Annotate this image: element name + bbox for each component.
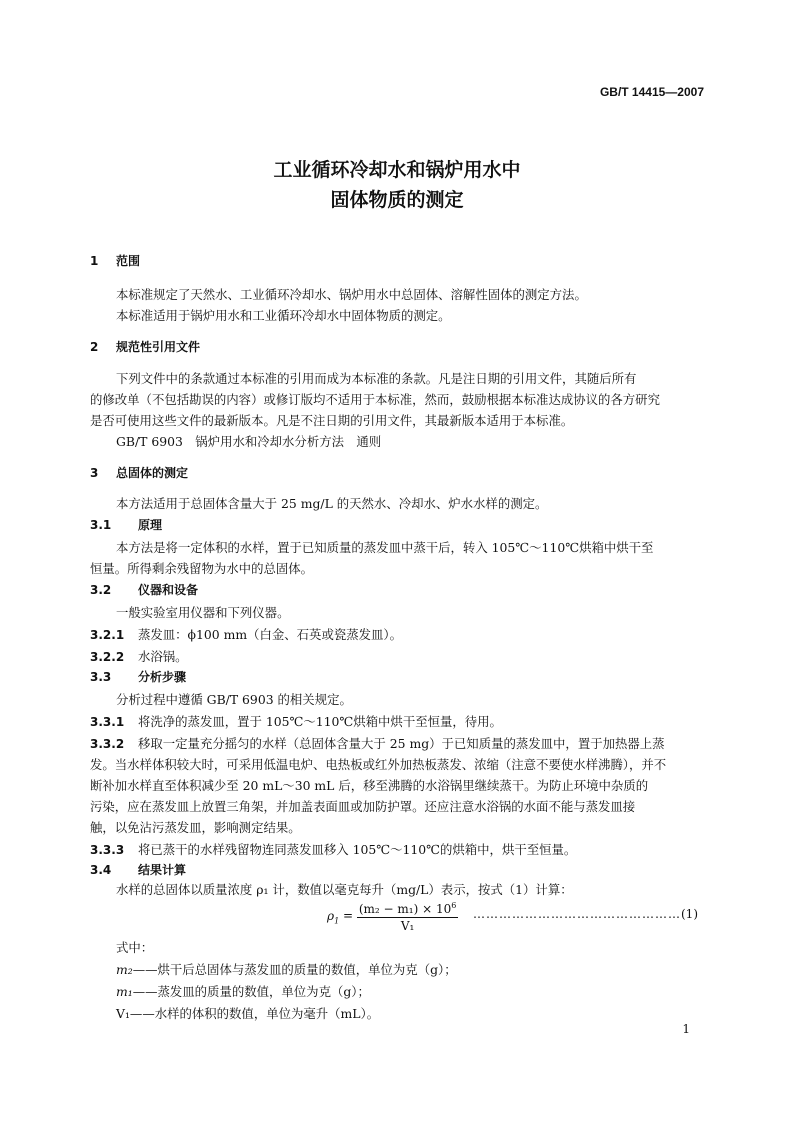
variable-symbol: V₁ <box>116 1006 130 1021</box>
paragraph: 本方法适用于总固体含量大于 25 mg/L 的天然水、冷却水、炉水水样的测定。 <box>116 496 548 511</box>
paragraph: 水样的总固体以质量浓度 ρ₁ 计，数值以毫克每升（mg/L）表示，按式（1）计算： <box>116 882 573 897</box>
clause-text: 蒸发皿：ϕ100 mm（白金、石英或瓷蒸发皿）。 <box>138 627 402 642</box>
formula-lhs-symbol: ρ <box>327 908 335 923</box>
clause-text: 水浴锅。 <box>138 649 188 664</box>
clause-text: 将已蒸干的水样残留物连同蒸发皿移入 105℃～110℃的烘箱中，烘干至恒量。 <box>138 842 577 857</box>
section-title: 分析步骤 <box>138 670 187 684</box>
document-title-line2: 固体物质的测定 <box>330 189 464 211</box>
clause-3-2-1 <box>90 625 402 643</box>
page-number: 1 <box>682 1022 690 1036</box>
normative-reference: GB/T 6903 锅炉用水和冷却水分析方法 通则 <box>116 434 382 449</box>
paragraph-line: 触，以免沾污蒸发皿，影响测定结果。 <box>90 820 301 835</box>
clause-3-2-2 <box>90 647 188 665</box>
clause-3-3-1 <box>90 712 502 730</box>
section-2-heading <box>90 338 200 355</box>
formula-lhs-subscript: 1 <box>334 915 340 925</box>
paragraph: 本标准适用于锅炉用水和工业循环冷却水中固体物质的测定。 <box>116 308 451 323</box>
section-title: 范围 <box>116 254 141 268</box>
formula-fraction <box>357 898 458 934</box>
section-number: 1 <box>90 254 99 268</box>
paragraph-line: 下列文件中的条款通过本标准的引用而成为本标准的条款。凡是注日期的引用文件，其随后所有 <box>116 371 637 386</box>
standard-number: GB/T 14415—2007 <box>599 85 704 99</box>
section-number: 2 <box>90 340 99 354</box>
variable-definition <box>116 1004 379 1022</box>
clause-number: 3.3.1 <box>90 715 125 729</box>
section-number: 3 <box>90 466 99 480</box>
section-title: 原理 <box>138 518 163 532</box>
paragraph-line: 是否可使用这些文件的最新版本。凡是不注日期的引用文件，其最新版本适用于本标准。 <box>90 413 574 428</box>
paragraph-line: 发。当水样体积较大时，可采用低温电炉、电热板或红外加热板蒸发、浓缩（注意不要使水样沸腾），并不 <box>90 757 667 772</box>
formula-1 <box>327 898 458 934</box>
subsection-3-3-heading <box>90 668 186 685</box>
section-number: 3.3 <box>90 670 112 684</box>
variable-symbol: m₁ <box>116 984 133 999</box>
paragraph-line: 的修改单（不包括勘误的内容）或修订版均不适用于本标准，然而，鼓励根据本标准达成协议的各方研究 <box>90 392 660 407</box>
formula-number: (1) <box>681 907 698 921</box>
paragraph-line: 本方法是将一定体积的水样，置于已知质量的蒸发皿中蒸干后，转入 105℃～110℃烘箱中烘干至 <box>116 540 654 555</box>
document-title-line1: 工业循环冷却水和锅炉用水中 <box>273 159 521 181</box>
variable-text: ——蒸发皿的质量的数值，单位为克（g）； <box>132 984 370 999</box>
section-number: 3.4 <box>90 863 112 877</box>
formula-denominator: V₁ <box>400 919 415 933</box>
section-title: 仪器和设备 <box>138 583 199 597</box>
section-3-heading <box>90 464 188 481</box>
section-1-heading <box>90 252 140 269</box>
formula-lhs <box>327 909 339 923</box>
section-title: 总固体的测定 <box>116 466 189 480</box>
formula-equals: = <box>339 908 357 923</box>
clause-text: 移取一定量充分摇匀的水样（总固体含量大于 25 mg）于已知质量的蒸发皿中，置于加热器上蒸 <box>138 736 665 751</box>
clause-number: 3.2.2 <box>90 650 125 664</box>
section-number: 3.2 <box>90 583 112 597</box>
paragraph-line: 断补加水样直至体积减少至 20 mL～30 mL 后，移至沸腾的水浴锅里继续蒸干。为防止环境中杂质的 <box>90 778 649 793</box>
formula-exponent: 6 <box>451 901 457 910</box>
clause-text: 将洗净的蒸发皿，置于 105℃～110℃烘箱中烘干至恒量，待用。 <box>138 714 502 729</box>
clause-number: 3.3.2 <box>90 737 125 751</box>
section-title: 规范性引用文件 <box>116 340 201 354</box>
variable-definition <box>116 982 370 1000</box>
variable-definition <box>116 960 457 978</box>
clause-3-3-3 <box>90 840 576 858</box>
paragraph: 分析过程中遵循 GB/T 6903 的相关规定。 <box>116 692 352 707</box>
section-title: 结果计算 <box>138 863 187 877</box>
variable-text: ——水样的体积的数值，单位为毫升（mL）。 <box>129 1006 380 1021</box>
paragraph: 本标准规定了天然水、工业循环冷却水、锅炉用水中总固体、溶解性固体的测定方法。 <box>116 287 587 302</box>
paragraph-line: 恒量。所得剩余残留物为水中的总固体。 <box>90 561 314 576</box>
variable-symbol: m₂ <box>116 962 133 977</box>
subsection-3-1-heading <box>90 516 162 533</box>
paragraph: 一般实验室用仪器和下列仪器。 <box>116 605 290 620</box>
clause-number: 3.3.3 <box>90 843 125 857</box>
clause-number: 3.2.1 <box>90 628 125 642</box>
subsection-3-2-heading <box>90 581 198 598</box>
formula-numerator <box>357 898 458 918</box>
leader-dots: ………………………………………… <box>473 907 681 921</box>
formula-number-line <box>473 907 698 921</box>
where-label: 式中： <box>116 940 154 955</box>
subsection-3-4-heading <box>90 861 186 878</box>
formula-numerator-base: (m₂ − m₁) × 10 <box>358 902 452 916</box>
variable-text: ——烘干后总固体与蒸发皿的质量的数值，单位为克（g）； <box>132 962 457 977</box>
clause-3-3-2 <box>90 734 665 752</box>
paragraph-line: 污染，应在蒸发皿上放置三角架，并加盖表面皿或加防护罩。还应注意水浴锅的水面不能与蒸发皿接 <box>90 799 636 814</box>
section-number: 3.1 <box>90 518 112 532</box>
